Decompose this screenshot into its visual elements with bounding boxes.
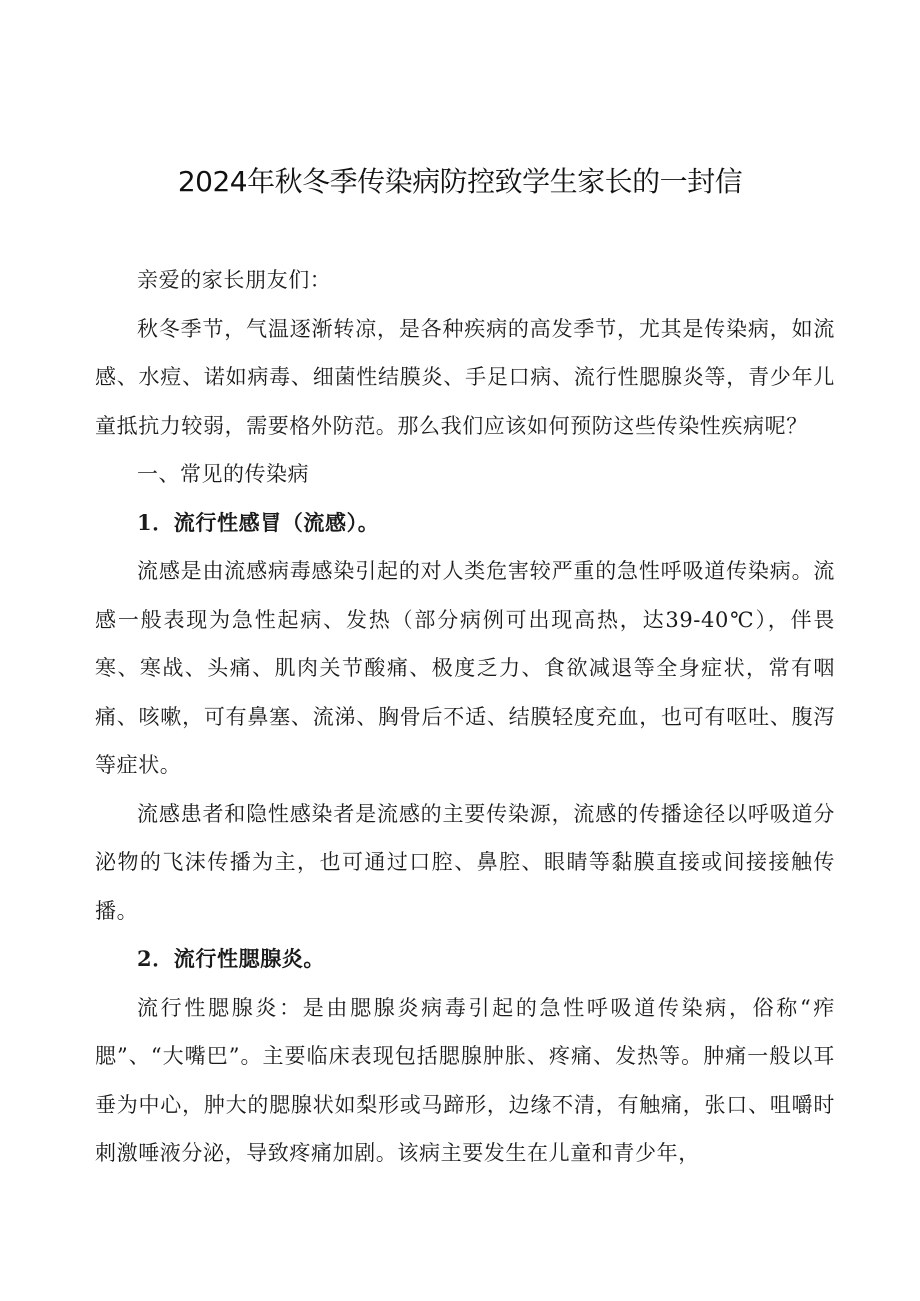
document-title: 2024年秋冬季传染病防控致学生家长的一封信 [177, 165, 743, 198]
intro-paragraph: 秋冬季节，气温逐渐转凉，是各种疾病的高发季节，尤其是传染病，如流感、水痘、诺如病毒、细菌性结膜炎、手足口病、流行性腮腺炎等，青少年儿童抵抗力较弱，需要格外防范。那么我们应该如何预防这些传染性疾病呢？ [95, 316, 835, 438]
item-heading-mumps: 2．流行性腮腺炎。 [137, 946, 326, 971]
letter-body [95, 256, 835, 1178]
item-heading-influenza: 1．流行性感冒（流感）。 [137, 509, 380, 535]
mumps-paragraph: 流行性腮腺炎：是由腮腺炎病毒引起的急性呼吸道传染病，俗称“痄腮”、“大嘴巴”。主要临床表现包括腮腺肿胀、疼痛、发热等。肿痛一般以耳垂为中心，肿大的腮腺状如梨形或马蹄形，边缘不清，有触痛，张口、咀嚼时刺激唾液分泌，导致疼痛加剧。该病主要发生在儿童和青少年， [95, 995, 835, 1165]
influenza-paragraph-symptoms: 流感是由流感病毒感染引起的对人类危害较严重的急性呼吸道传染病。流感一般表现为急性起病、发热（部分病例可出现高热，达39-40℃），伴畏寒、寒战、头痛、肌肉关节酸痛、极度乏力、食欲减退等全身症状，常有咽痛、咳嗽，可有鼻塞、流涕、胸骨后不适、结膜轻度充血，也可有呕吐、腹泻等症状。 [95, 559, 835, 777]
influenza-paragraph-transmission: 流感患者和隐性感染者是流感的主要传染源，流感的传播途径以呼吸道分泌物的飞沫传播为主，也可通过口腔、鼻腔、眼睛等黏膜直接或间接接触传播。 [95, 801, 835, 923]
section-heading-common-diseases: 一、常见的传染病 [137, 462, 309, 486]
salutation: 亲爱的家长朋友们： [137, 268, 332, 292]
